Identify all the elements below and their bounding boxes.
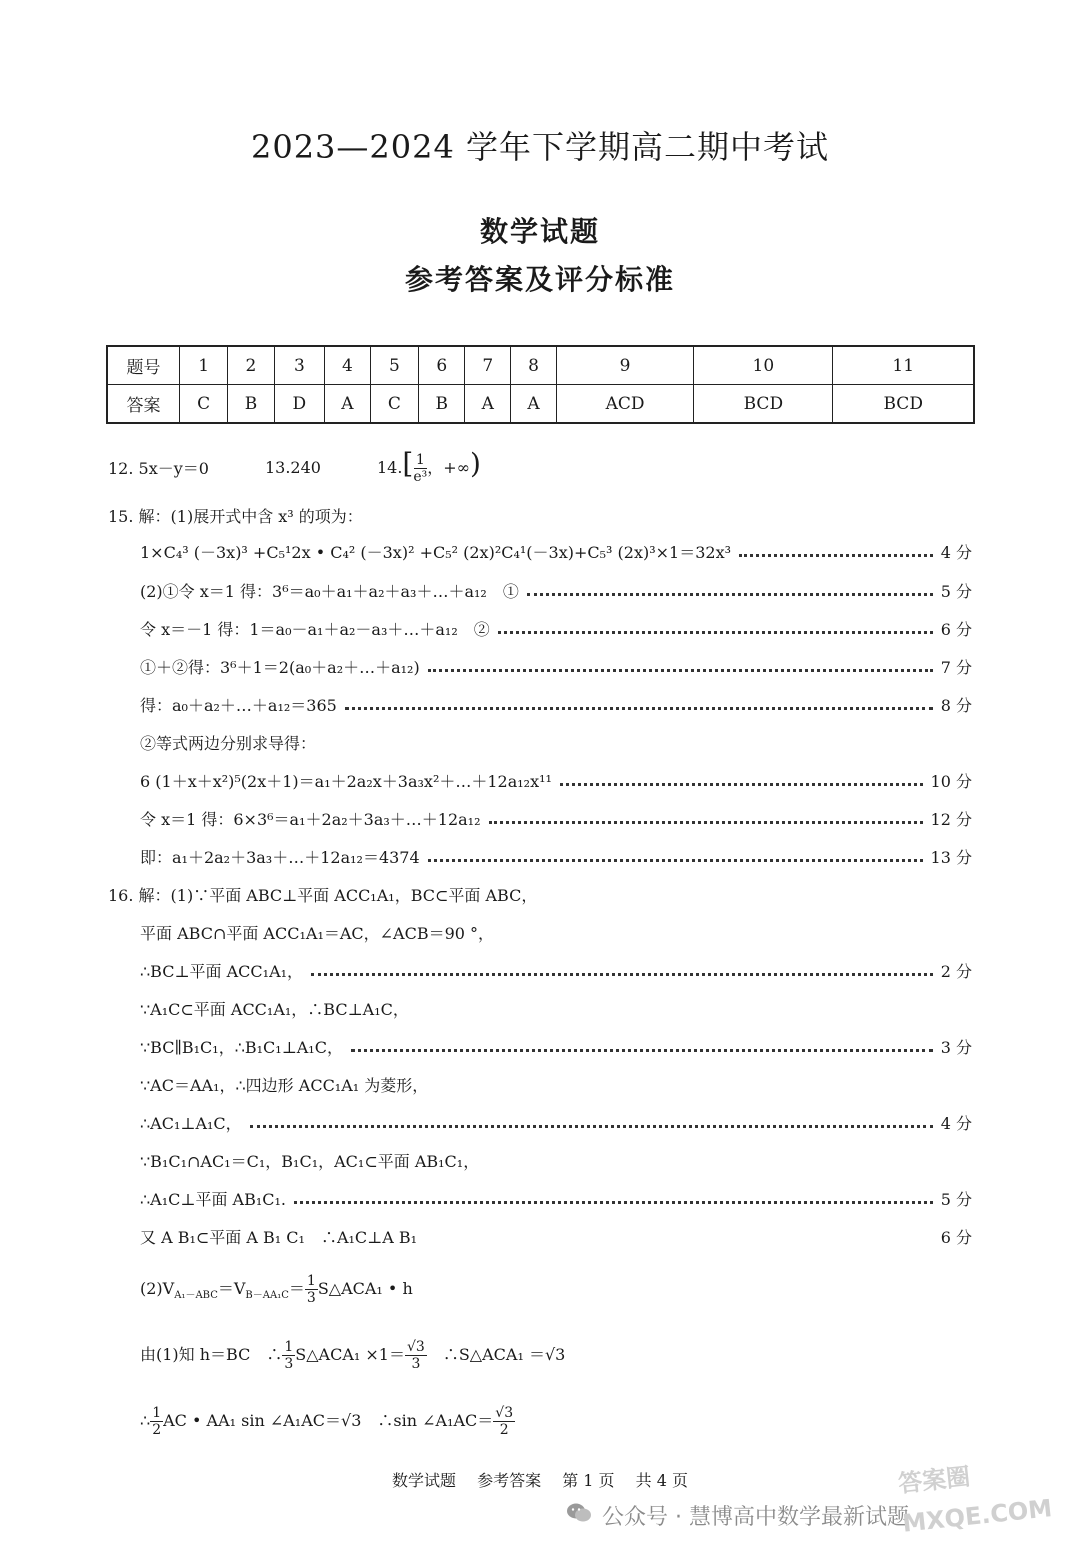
- fraction: [413, 452, 427, 485]
- question-number: 11: [833, 346, 974, 385]
- fill-in-answers: [108, 447, 481, 485]
- question-number: 2: [228, 346, 274, 385]
- footer-kind: 参考答案: [477, 1471, 542, 1490]
- fraction: [405, 1339, 427, 1372]
- dot-leader: [428, 669, 933, 672]
- solution-line: [140, 1109, 972, 1135]
- question-number: 7: [465, 346, 511, 385]
- fraction-numerator: 1: [152, 1404, 162, 1421]
- fraction-denominator: 3: [411, 1355, 421, 1372]
- step-text: 平面 ABC∩平面 ACC₁A₁＝AC，∠ACB＝90 °，: [140, 923, 495, 943]
- dot-leader: [345, 707, 933, 710]
- answer-cell: ACD: [556, 385, 693, 424]
- fraction-numerator: √3: [407, 1338, 425, 1355]
- subscript: A₁－ABC: [174, 1289, 218, 1301]
- step-text: 6 (1＋x＋x²)⁵(2x＋1)＝a₁＋2a₂x＋3a₃x²＋…＋12a₁₂x¹¹: [140, 771, 552, 791]
- answer-cell: A: [465, 385, 511, 424]
- dot-leader: [294, 1201, 933, 1204]
- fraction-denominator: 3: [306, 1289, 316, 1306]
- solution-line: [140, 957, 972, 983]
- answer-q12: 12. 5x－y＝0: [108, 458, 209, 478]
- fraction-numerator: √3: [495, 1404, 514, 1421]
- q16-heading: 16. 解：(1)∵平面 ABC⊥平面 ACC₁A₁，BC⊂平面 ABC，: [108, 885, 538, 905]
- exam-title: 2023—2024 学年下学期高二期中考试: [250, 128, 830, 166]
- solution-line: [140, 577, 972, 603]
- text-part: ∴: [140, 1410, 151, 1430]
- q14-suffix: ，+∞: [427, 458, 470, 477]
- score: 4 分: [940, 1113, 972, 1133]
- text-part: 由(1)知 h＝BC ∴: [140, 1344, 283, 1364]
- answer-key-title: 参考答案及评分标准: [404, 263, 675, 296]
- solution-line: [140, 805, 972, 831]
- score: 12 分: [930, 809, 972, 829]
- solution-line: [140, 767, 972, 793]
- dot-leader: [311, 973, 933, 976]
- score: 10 分: [930, 771, 972, 791]
- solution-line: [140, 1265, 972, 1313]
- dot-leader: [527, 593, 933, 596]
- subject-title: 数学试题: [479, 215, 600, 248]
- step-text: ∵BC∥B₁C₁，∴B₁C₁⊥A₁C，: [140, 1037, 343, 1057]
- step-text: ∴A₁C⊥平面 AB₁C₁.: [140, 1189, 286, 1209]
- fraction-numerator: 1: [415, 452, 425, 468]
- solution-line: [140, 843, 972, 869]
- step-text: [140, 1405, 515, 1438]
- account-name: 公众号 · 慧博高中数学最新试题: [602, 1505, 909, 1530]
- fraction-denominator: 3: [284, 1355, 294, 1372]
- answer-cell: C: [370, 385, 418, 424]
- solution-line: [140, 995, 972, 1021]
- site-logo-watermark: 答案圈 MXQE.COM: [896, 1462, 1054, 1538]
- score: 6 分: [940, 1227, 972, 1247]
- score: 6 分: [940, 619, 972, 639]
- solution-line: [140, 729, 972, 755]
- question-number: 10: [694, 346, 833, 385]
- solution-line: [140, 919, 972, 945]
- score: 4 分: [940, 542, 972, 562]
- answer-cell: A: [325, 385, 371, 424]
- dot-leader: [498, 631, 933, 634]
- solution-line: [140, 1033, 972, 1059]
- solution-line: [140, 1223, 972, 1249]
- dot-leader: [739, 554, 933, 557]
- step-text: ①＋②得：3⁶＋1＝2(a₀＋a₂＋…＋a₁₂): [140, 657, 420, 677]
- fraction-numerator: 1: [306, 1272, 316, 1289]
- solution-line: [140, 1185, 972, 1211]
- solution-line: [108, 881, 972, 907]
- fraction-denominator: 2: [499, 1421, 509, 1438]
- score: 2 分: [940, 961, 972, 981]
- dot-leader: [351, 1049, 933, 1052]
- step-text: ∵B₁C₁∩AC₁＝C₁，B₁C₁，AC₁⊂平面 AB₁C₁，: [140, 1151, 480, 1171]
- fraction-denominator: e³: [413, 469, 428, 485]
- text-part: S△ACA₁ ×1＝: [295, 1344, 405, 1364]
- answer-cell: C: [180, 385, 228, 424]
- score: 3 分: [940, 1037, 972, 1057]
- solution-line: [140, 691, 972, 717]
- step-text: ②等式两边分别求导得：: [140, 733, 317, 753]
- answer-cell: BCD: [694, 385, 833, 424]
- step-text: ∵AC＝AA₁，∴四边形 ACC₁A₁ 为菱形，: [140, 1075, 429, 1095]
- step-text: ∴BC⊥平面 ACC₁A₁，: [140, 961, 304, 981]
- solution-line: [140, 1071, 972, 1097]
- wechat-icon: [566, 1502, 592, 1530]
- solution-line: [140, 1147, 972, 1173]
- fraction: [150, 1405, 163, 1438]
- dot-leader: [428, 859, 923, 862]
- fraction-numerator: 1: [284, 1338, 294, 1355]
- text-part: ∴S△ACA₁ ＝√3: [426, 1344, 566, 1364]
- answer-cell: B: [228, 385, 274, 424]
- step-text: 得：a₀＋a₂＋…＋a₁₂＝365: [140, 695, 337, 715]
- question-number: 3: [274, 346, 324, 385]
- question-number: 1: [180, 346, 228, 385]
- step-text: 令 x＝1 得：6×3⁶＝a₁＋2a₂＋3a₃＋…＋12a₁₂: [140, 809, 481, 829]
- table-row: [107, 346, 974, 385]
- question-number: 9: [556, 346, 693, 385]
- q15-heading: 15. 解：(1)展开式中含 x³ 的项为：: [108, 506, 363, 526]
- fraction: [305, 1273, 318, 1306]
- dot-leader: [250, 1125, 933, 1128]
- answer-q14: [377, 449, 481, 485]
- footer-page: 第 1 页: [562, 1471, 615, 1490]
- left-bracket: [: [402, 447, 414, 480]
- text-part: S△ACA₁ • h: [317, 1278, 413, 1298]
- step-text: (2)①令 x＝1 得：3⁶＝a₀＋a₁＋a₂＋a₃＋…＋a₁₂ ①: [140, 581, 519, 601]
- answer-cell: D: [274, 385, 324, 424]
- solution-line: [108, 502, 972, 528]
- score: 13 分: [930, 847, 972, 867]
- step-text: 1×C₄³ (－3x)³ +C₅¹2x • C₄² (－3x)² +C₅² (2x)²C₄¹(－3x)+C₅³ (2x)³×1＝32x³: [140, 542, 732, 562]
- row-label: 题号: [107, 346, 180, 385]
- question-number: 5: [370, 346, 418, 385]
- dot-leader: [560, 783, 923, 786]
- row-label: 答案: [107, 385, 180, 424]
- footer-doc: 数学试题: [391, 1471, 456, 1490]
- answer-cell: BCD: [833, 385, 974, 424]
- text-part: ＝: [288, 1278, 305, 1298]
- answer-cell: A: [511, 385, 557, 424]
- solution-line: [140, 538, 972, 564]
- step-text: 令 x＝－1 得：1＝a₀－a₁＋a₂－a₃＋…＋a₁₂ ②: [140, 619, 490, 639]
- question-number: 8: [511, 346, 557, 385]
- text-part: (2)V: [140, 1278, 175, 1298]
- score: 8 分: [940, 695, 972, 715]
- step-text: [140, 1273, 413, 1306]
- text-part: ＝V: [217, 1278, 246, 1298]
- answer-table: [106, 345, 975, 424]
- footer-total: 共 4 页: [635, 1471, 689, 1490]
- answer-cell: B: [419, 385, 465, 424]
- question-number: 4: [325, 346, 371, 385]
- wechat-account-watermark: [566, 1500, 909, 1531]
- table-row: [107, 385, 974, 424]
- text-part: AC • AA₁ sin ∠A₁AC＝√3 ∴sin ∠A₁AC＝: [163, 1410, 494, 1430]
- solution-line: [140, 1397, 972, 1445]
- solution-line: [140, 653, 972, 679]
- fraction: [493, 1405, 515, 1438]
- step-text: 即：a₁＋2a₂＋3a₃＋…＋12a₁₂＝4374: [140, 847, 420, 867]
- dot-leader: [489, 821, 923, 824]
- right-paren: ): [470, 447, 481, 480]
- question-number: 6: [419, 346, 465, 385]
- solution-line: [140, 615, 972, 641]
- score: 7 分: [940, 657, 972, 677]
- fraction: [282, 1339, 295, 1372]
- solution-line: [140, 1331, 972, 1379]
- score: 5 分: [940, 1189, 972, 1209]
- step-text: ∵A₁C⊂平面 ACC₁A₁，∴BC⊥A₁C，: [140, 999, 409, 1019]
- step-text: 又 A B₁⊂平面 A B₁ C₁ ∴A₁C⊥A B₁: [140, 1227, 418, 1247]
- q14-label: 14.: [376, 458, 403, 477]
- step-text: ∴AC₁⊥A₁C，: [140, 1113, 242, 1133]
- score: 5 分: [940, 581, 972, 601]
- answer-q13: 13.240: [264, 457, 321, 477]
- subscript: B－AA₁C: [245, 1289, 289, 1301]
- step-text: [140, 1339, 565, 1372]
- fraction-denominator: 2: [152, 1421, 162, 1438]
